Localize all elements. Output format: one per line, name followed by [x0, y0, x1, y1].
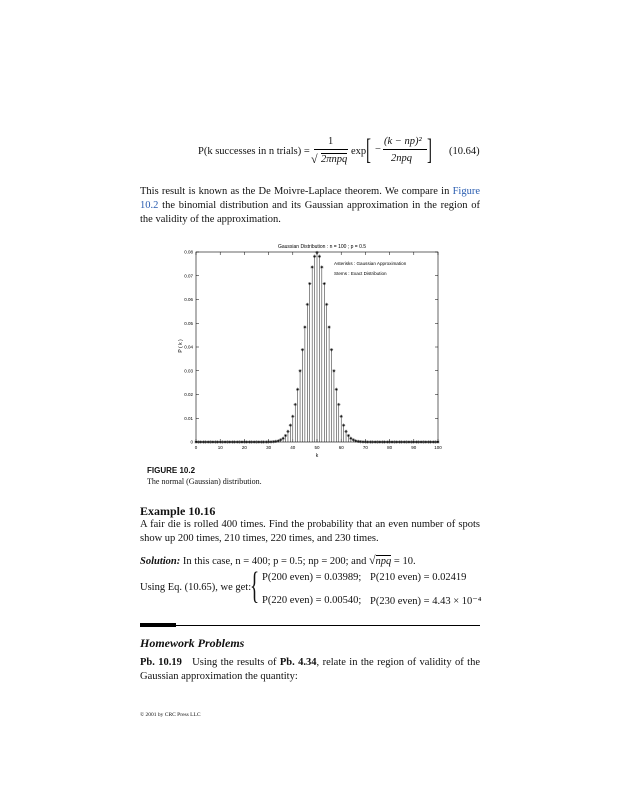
gaussian-point-k-38	[286, 430, 289, 433]
y-axis-label: P ( k )	[178, 339, 184, 353]
x-tick-label: 70	[362, 445, 368, 450]
x-axis-label: k	[315, 453, 319, 459]
minus-sign: −	[375, 144, 381, 155]
gaussian-point-k-43	[298, 369, 301, 372]
gaussian-point-k-49	[313, 255, 316, 258]
section-rule-line	[176, 625, 480, 626]
x-tick-label: 50	[314, 445, 320, 450]
gaussian-point-k-52	[320, 265, 323, 268]
homework-title: Homework Problems	[140, 636, 245, 650]
y-tick-label: 0.02	[184, 392, 193, 398]
y-tick-label: 0.08	[184, 249, 193, 255]
gaussian-point-k-100	[436, 440, 439, 443]
intro-paragraph: This result is known as the De Moivre-Laplace theorem. We compare in Figure 10.2 the binomial distribution and its Gaussian approximation in the region of the validity of the approximation.	[140, 186, 480, 225]
exp-denominator: 2npq	[391, 153, 412, 164]
x-tick-label: 30	[266, 445, 272, 450]
gaussian-point-k-39	[289, 424, 292, 427]
example-title: Example 10.16	[140, 504, 216, 518]
equation-denominator: 2πnpq	[321, 154, 348, 165]
using-equation-text: Using Eq. (10.65), we get:	[140, 582, 252, 593]
gaussian-point-k-60	[340, 415, 343, 418]
equation-lhs: P(k successes in n trials) =	[198, 146, 310, 157]
y-tick-label: 0.05	[184, 320, 193, 326]
left-bracket: [	[366, 133, 371, 166]
example-problem: A fair die is rolled 400 times. Find the probability that an even number of spots show up 200 times, 210 times, 220 times, and 230 times.	[140, 519, 480, 544]
gaussian-point-k-55	[328, 325, 331, 328]
gaussian-point-k-32	[272, 440, 275, 443]
x-tick-label: 0	[194, 445, 198, 450]
sqrt-symbol: √	[311, 152, 318, 166]
gaussian-point-k-44	[301, 348, 304, 351]
x-tick-label: 60	[338, 445, 344, 450]
example-solution: Solution: In this case, n = 400; p = 0.5; np = 200; and √npq = 10.	[140, 553, 416, 567]
equation-10-64	[0, 128, 618, 178]
gaussian-point-k-64	[349, 437, 352, 440]
y-tick-label: 0.01	[184, 415, 193, 421]
equation-exp: exp	[351, 146, 367, 157]
figure-caption: The normal (Gaussian) distribution.	[147, 477, 262, 486]
y-tick-label: 0	[190, 439, 193, 445]
chart-title: Gaussian Distribution : n = 100 ; p = 0.5	[277, 244, 367, 250]
gaussian-point-k-47	[308, 282, 311, 285]
x-tick-label: 10	[217, 445, 223, 450]
left-brace: {	[250, 565, 260, 607]
figure-label: FIGURE 10.2	[147, 466, 196, 475]
gaussian-point-k-40	[291, 415, 294, 418]
result-200: P(200 even) = 0.03989;	[262, 572, 362, 583]
sqrt-npq: npq	[375, 556, 392, 567]
fraction-bar	[314, 149, 348, 150]
equation-numerator: 1	[328, 136, 334, 147]
legend-entry-gaussian: Asterisks : Gaussian Approximation	[334, 261, 407, 266]
gaussian-point-k-51	[318, 255, 321, 258]
result-210: P(210 even) = 0.02419	[370, 572, 467, 583]
gaussian-point-k-61	[342, 424, 345, 427]
x-tick-label: 20	[241, 445, 247, 450]
gaussian-point-k-62	[344, 430, 347, 433]
gaussian-point-k-48	[311, 265, 314, 268]
section-rule-bar	[140, 623, 176, 627]
result-220: P(220 even) = 0.00540;	[262, 595, 362, 606]
y-axis-ticks	[184, 250, 438, 445]
gaussian-point-k-36	[282, 437, 285, 440]
gaussian-point-k-41	[294, 403, 297, 406]
footer-copyright: © 2001 by CRC Press LLC	[140, 712, 201, 718]
gaussian-point-k-63	[347, 434, 350, 437]
equation-number: (10.64)	[449, 146, 480, 157]
gaussian-point-k-53	[323, 282, 326, 285]
gaussian-point-k-33	[274, 440, 277, 443]
y-tick-label: 0.06	[184, 297, 193, 303]
gaussian-point-k-50	[315, 251, 318, 254]
y-tick-label: 0.03	[184, 368, 193, 374]
gaussian-point-k-42	[296, 388, 299, 391]
x-tick-label: 90	[411, 445, 417, 450]
x-axis-ticks	[195, 252, 443, 450]
gaussian-point-k-67	[357, 440, 360, 443]
exact-distribution-stems	[281, 253, 354, 442]
figure-link[interactable]: Figure 10.2	[140, 186, 480, 211]
gaussian-point-k-58	[335, 388, 338, 391]
gaussian-point-k-54	[325, 303, 328, 306]
exp-numerator: (k − np)²	[384, 136, 422, 147]
gaussian-point-k-66	[354, 439, 357, 442]
gaussian-point-k-57	[332, 369, 335, 372]
y-tick-label: 0.07	[184, 273, 193, 279]
gaussian-point-k-59	[337, 403, 340, 406]
gaussian-point-k-56	[330, 348, 333, 351]
gaussian-chart	[160, 238, 460, 460]
x-tick-label: 80	[387, 445, 393, 450]
homework-problem: Pb. 10.19 Using the results of Pb. 4.34, relate in the region of validity of the Gaussian approximation the quantity:	[140, 657, 480, 682]
right-bracket: ]	[427, 133, 432, 166]
result-230: P(230 even) = 4.43 × 10⁻⁴	[370, 596, 482, 607]
exp-fraction-bar	[383, 149, 427, 150]
gaussian-point-k-37	[284, 434, 287, 437]
legend-entry-exact: Stems : Exact Distribution	[334, 271, 387, 276]
x-tick-label: 100	[434, 445, 442, 450]
x-tick-label: 40	[290, 445, 296, 450]
gaussian-point-k-46	[306, 303, 309, 306]
gaussian-point-k-45	[303, 325, 306, 328]
gaussian-point-k-35	[279, 438, 282, 441]
y-tick-label: 0.04	[184, 344, 193, 350]
